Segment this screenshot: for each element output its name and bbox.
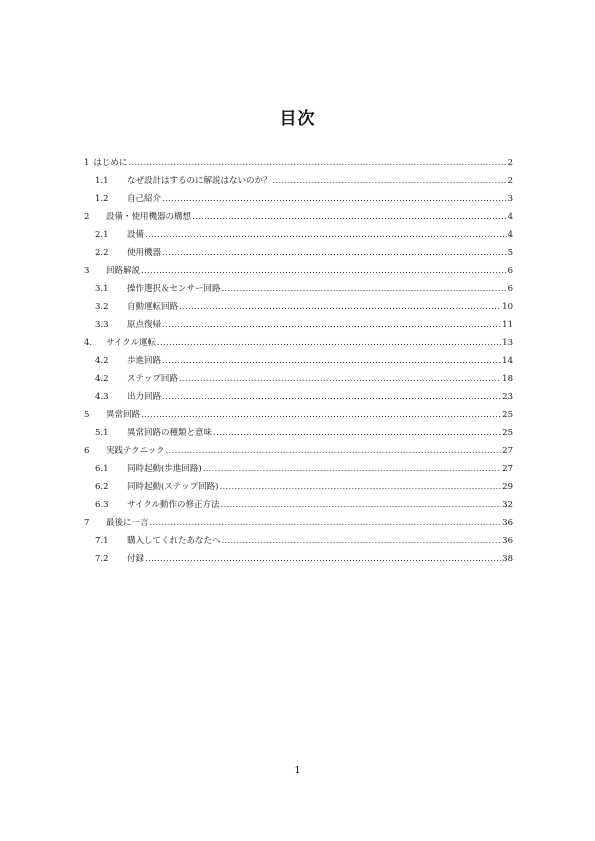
toc-section-entry[interactable] bbox=[84, 478, 513, 496]
toc-entry-label: 歩進回路 bbox=[127, 356, 162, 366]
toc-entry-page: 2 bbox=[507, 176, 513, 186]
toc-entry-label: サイクル動作の修正方法 bbox=[127, 500, 220, 510]
toc-entry-label: 付録 bbox=[127, 554, 145, 564]
toc-entry-number: 2.2 bbox=[95, 248, 109, 258]
toc-section-entry[interactable] bbox=[84, 226, 513, 244]
toc-entry-page: 27 bbox=[502, 464, 513, 474]
toc-entry-page: 13 bbox=[502, 338, 513, 348]
toc-entry-label: 原点復帰 bbox=[127, 320, 162, 330]
toc-section-entry[interactable] bbox=[84, 280, 513, 298]
toc-entry-label: 実践テクニック bbox=[106, 446, 165, 456]
toc-entry-page: 36 bbox=[502, 536, 513, 546]
toc-entry-label: 回路解説 bbox=[106, 266, 141, 276]
toc-entry-label: 同時起動(ステップ回路) bbox=[127, 482, 219, 492]
toc-dot-leader bbox=[162, 190, 507, 208]
toc-section-entry[interactable] bbox=[84, 172, 513, 190]
toc-entry-page: 18 bbox=[502, 374, 513, 384]
toc-entry-number: 2 bbox=[84, 212, 90, 222]
toc-chapter-entry[interactable] bbox=[84, 406, 513, 424]
toc-entry-page: 4 bbox=[507, 230, 513, 240]
toc-entry-page: 25 bbox=[502, 428, 513, 438]
toc-entry-number: 4.2 bbox=[95, 374, 109, 384]
toc-entry-page: 32 bbox=[502, 500, 513, 510]
toc-entry-label: 同時起動(歩進回路) bbox=[127, 464, 202, 474]
toc-entry-label: はじめに bbox=[93, 158, 128, 168]
toc-dot-leader bbox=[145, 226, 507, 244]
toc-entry-number: 6.2 bbox=[95, 482, 109, 492]
table-of-contents bbox=[84, 154, 513, 568]
toc-dot-leader bbox=[222, 532, 502, 550]
toc-entry-number: 6.3 bbox=[95, 500, 109, 510]
toc-entry-page: 23 bbox=[502, 392, 513, 402]
toc-dot-leader bbox=[213, 424, 501, 442]
toc-entry-number: 3.1 bbox=[95, 284, 109, 294]
toc-entry-number: 6 bbox=[84, 446, 90, 456]
toc-dot-leader bbox=[222, 280, 507, 298]
toc-entry-number: 5.1 bbox=[95, 428, 109, 438]
toc-entry-number: 7 bbox=[84, 518, 90, 528]
toc-entry-label: 自動運転回路 bbox=[127, 302, 179, 312]
toc-entry-page: 29 bbox=[502, 482, 513, 492]
toc-section-entry[interactable] bbox=[84, 298, 513, 316]
toc-entry-number: 1.2 bbox=[95, 194, 109, 204]
toc-dot-leader bbox=[192, 208, 507, 226]
toc-entry-label: サイクル運転 bbox=[106, 338, 156, 348]
toc-section-entry[interactable] bbox=[84, 352, 513, 370]
toc-section-entry[interactable] bbox=[84, 370, 513, 388]
toc-section-entry[interactable] bbox=[84, 190, 513, 208]
toc-dot-leader bbox=[145, 550, 501, 568]
toc-entry-number: 2.1 bbox=[95, 230, 109, 240]
toc-entry-label: 操作選択＆センサー回路 bbox=[127, 284, 221, 294]
toc-entry-number: 1 bbox=[84, 158, 90, 168]
toc-entry-page: 5 bbox=[507, 248, 513, 258]
toc-dot-leader bbox=[219, 478, 501, 496]
toc-entry-number: 3.3 bbox=[95, 320, 109, 330]
toc-dot-leader bbox=[162, 352, 501, 370]
toc-dot-leader bbox=[166, 442, 502, 460]
toc-entry-label: なぜ設計はするのに解説はないのか？ bbox=[127, 176, 272, 186]
toc-entry-page: 6 bbox=[507, 284, 513, 294]
toc-entry-label: 自己紹介 bbox=[127, 194, 162, 204]
toc-section-entry[interactable] bbox=[84, 316, 513, 334]
toc-entry-page: 36 bbox=[502, 518, 513, 528]
toc-section-entry[interactable] bbox=[84, 424, 513, 442]
toc-dot-leader bbox=[179, 370, 501, 388]
toc-entry-label: 設備・使用機器の構想 bbox=[106, 212, 192, 222]
toc-dot-leader bbox=[179, 298, 501, 316]
toc-dot-leader bbox=[141, 406, 501, 424]
toc-entry-number: 4. bbox=[84, 338, 93, 348]
toc-entry-number: 4.2 bbox=[95, 356, 109, 366]
toc-entry-page: 25 bbox=[502, 410, 513, 420]
toc-title: 目次 bbox=[279, 109, 316, 129]
toc-section-entry[interactable] bbox=[84, 388, 513, 406]
toc-chapter-entry[interactable] bbox=[84, 208, 513, 226]
toc-dot-leader bbox=[162, 316, 501, 334]
toc-section-entry[interactable] bbox=[84, 550, 513, 568]
toc-entry-label: 設備 bbox=[127, 230, 145, 240]
toc-dot-leader bbox=[220, 496, 501, 514]
toc-entry-page: 14 bbox=[502, 356, 513, 366]
toc-entry-number: 3.2 bbox=[95, 302, 109, 312]
toc-entry-page: 38 bbox=[502, 554, 513, 564]
toc-entry-number: 5 bbox=[84, 410, 90, 420]
toc-entry-page: 27 bbox=[502, 446, 513, 456]
toc-entry-page: 10 bbox=[502, 302, 513, 312]
toc-section-entry[interactable] bbox=[84, 460, 513, 478]
toc-entry-label: 使用機器 bbox=[127, 248, 162, 258]
toc-entry-label: 購入してくれたあなたへ bbox=[127, 536, 221, 546]
toc-section-entry[interactable] bbox=[84, 496, 513, 514]
toc-entry-page: 11 bbox=[502, 320, 513, 330]
toc-entry-number: 4.3 bbox=[95, 392, 109, 402]
toc-dot-leader bbox=[203, 460, 502, 478]
toc-entry-number: 7.2 bbox=[95, 554, 109, 564]
toc-entry-page: 2 bbox=[507, 158, 513, 168]
toc-entry-label: 最後に一言 bbox=[106, 518, 149, 528]
toc-chapter-entry[interactable] bbox=[84, 154, 513, 172]
toc-entry-label: 異常回路 bbox=[106, 410, 141, 420]
toc-section-entry[interactable] bbox=[84, 244, 513, 262]
toc-entry-label: 異常回路の種類と意味 bbox=[127, 428, 213, 438]
toc-entry-number: 3 bbox=[84, 266, 90, 276]
toc-dot-leader bbox=[273, 172, 507, 190]
toc-dot-leader bbox=[128, 154, 506, 172]
toc-entry-number: 1.1 bbox=[95, 176, 109, 186]
toc-entry-page: 6 bbox=[507, 266, 513, 276]
toc-dot-leader bbox=[141, 262, 507, 280]
toc-chapter-entry[interactable] bbox=[84, 442, 513, 460]
toc-entry-page: 4 bbox=[507, 212, 513, 222]
toc-entry-number: 7.1 bbox=[95, 536, 109, 546]
toc-entry-number: 6.1 bbox=[95, 464, 109, 474]
toc-dot-leader bbox=[157, 334, 501, 352]
toc-chapter-entry[interactable] bbox=[84, 334, 513, 352]
toc-section-entry[interactable] bbox=[84, 532, 513, 550]
toc-chapter-entry[interactable] bbox=[84, 514, 513, 532]
toc-entry-label: ステップ回路 bbox=[127, 374, 178, 384]
toc-dot-leader bbox=[162, 388, 501, 406]
toc-dot-leader bbox=[162, 244, 507, 262]
page-number: 1 bbox=[294, 765, 301, 776]
toc-chapter-entry[interactable] bbox=[84, 262, 513, 280]
toc-dot-leader bbox=[150, 514, 502, 532]
toc-entry-label: 出力回路 bbox=[127, 392, 162, 402]
toc-entry-page: 3 bbox=[507, 194, 513, 204]
